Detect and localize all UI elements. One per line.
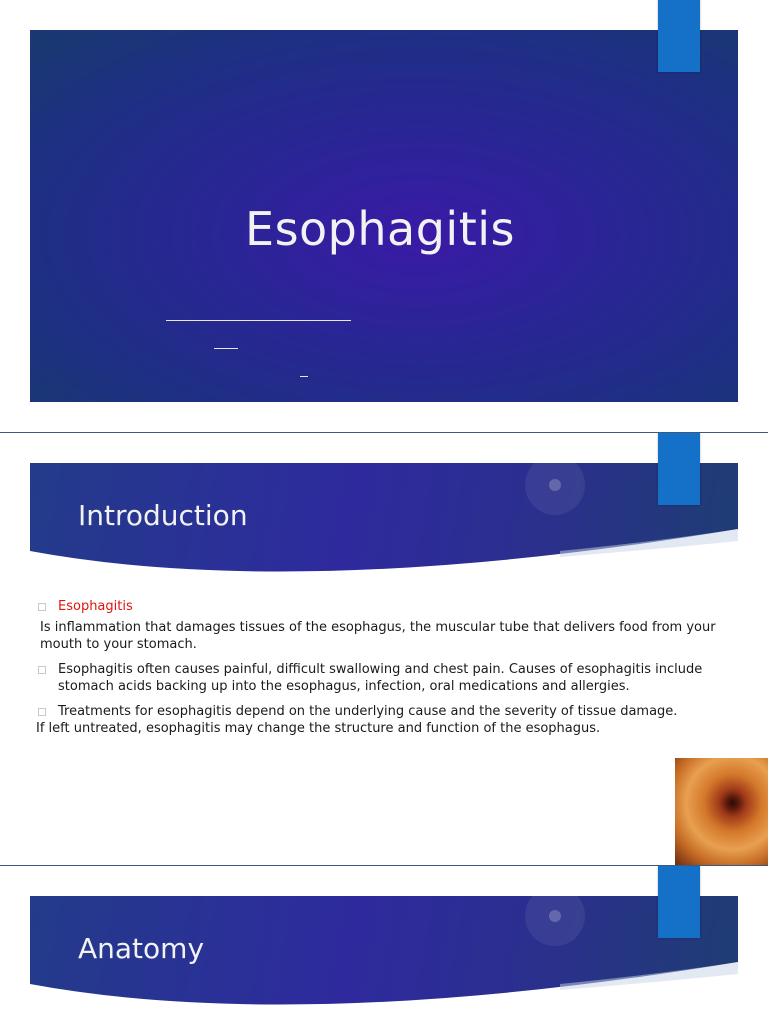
accent-tab: [658, 866, 700, 938]
decorative-dot: [549, 910, 561, 922]
presentation-title: Esophagitis: [245, 202, 515, 256]
term-esophagitis: Esophagitis: [58, 599, 133, 614]
divider-line-short: [214, 348, 238, 349]
slide-introduction: [0, 433, 768, 865]
slide-content: [36, 598, 726, 737]
bullet-text-causes: Esophagitis often causes painful, difficult swallowing and chest pain. Causes of esophagitis include stomach acids backing up into the esophagus, infection, oral medications and allergies.: [58, 662, 703, 694]
decorative-dot: [549, 479, 561, 491]
bullet-text-treatments: Treatments for esophagitis depend on the underlying cause and the severity of tissue damage.: [58, 704, 678, 719]
slide-anatomy: [0, 866, 768, 1024]
bullet-box-icon: [38, 666, 46, 674]
slide-title: [0, 0, 768, 432]
bullet-box-icon: [38, 603, 46, 611]
endoscopy-image: [675, 758, 768, 865]
section-title-anatomy: Anatomy: [78, 932, 205, 965]
definition-paragraph: Is inflammation that damages tissues of the esophagus, the muscular tube that delivers food from your mouth to your stomach.: [40, 620, 716, 652]
accent-tab: [658, 433, 700, 505]
bullet-box-icon: [38, 708, 46, 716]
section-title-introduction: Introduction: [78, 499, 248, 532]
accent-tab: [658, 0, 700, 72]
bullet-item: [36, 598, 726, 615]
title-panel: [30, 30, 738, 402]
bullet-item: [36, 703, 726, 720]
divider-line: [166, 320, 351, 321]
divider-dash: [300, 376, 308, 377]
paragraph-untreated: If left untreated, esophagitis may change the structure and function of the esophagus.: [36, 721, 601, 736]
bullet-item: [36, 661, 726, 695]
